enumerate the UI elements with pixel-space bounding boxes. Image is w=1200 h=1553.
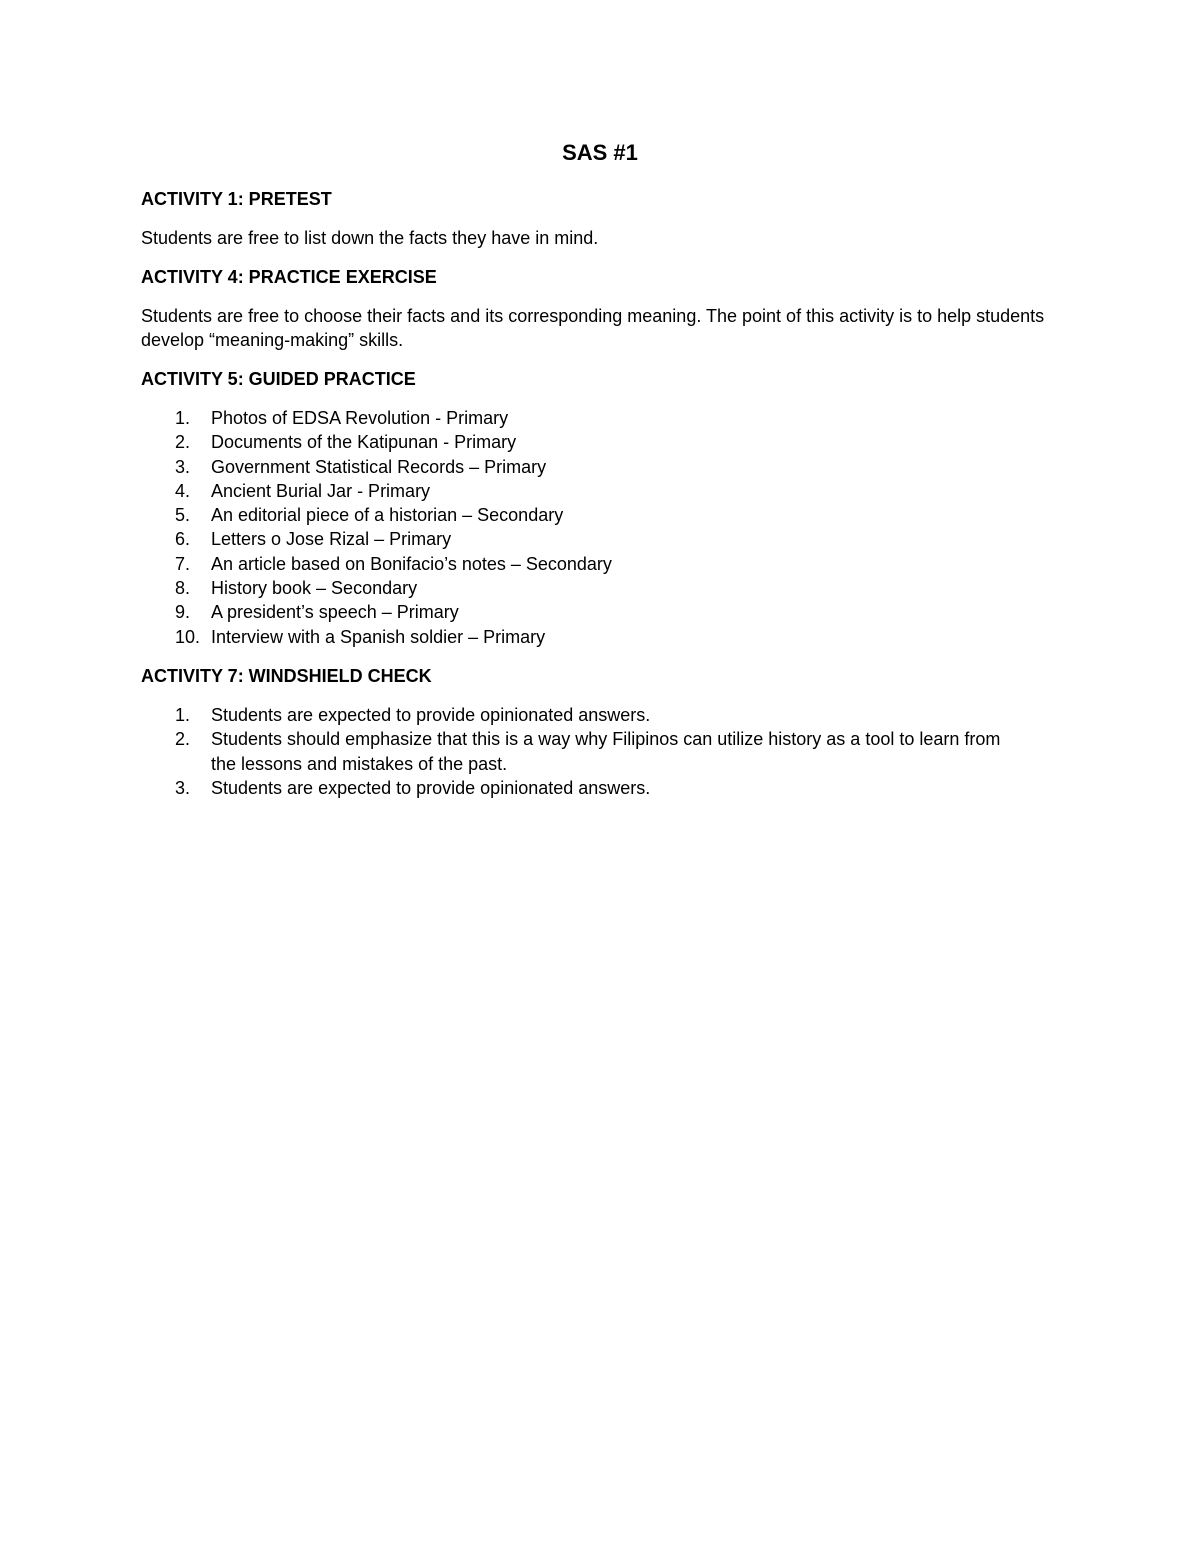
list-number: 2. [175,729,191,750]
guided-practice-list [141,406,1061,649]
section-heading: ACTIVITY 1: PRETEST [141,189,332,209]
list-number: 1. [175,704,191,725]
list-item [141,576,1061,600]
list-number: 6. [175,529,191,550]
list-number: 9. [175,602,191,623]
section-activity-7 [141,665,1061,800]
list-text: Students are expected to provide opinionated answers. [211,777,651,798]
list-item [141,503,1061,527]
section-heading: ACTIVITY 7: WINDSHIELD CHECK [141,665,432,686]
list-number: 1. [175,408,191,428]
document-title: SAS #1 [562,140,638,165]
list-text: Interview with a Spanish soldier – Primary [211,626,546,647]
section-heading: ACTIVITY 5: GUIDED PRACTICE [141,369,416,389]
list-item [141,455,1061,479]
section-activity-5 [141,368,1061,649]
list-item [141,430,1061,454]
list-number: 2. [175,432,191,453]
list-text: Ancient Burial Jar - Primary [211,480,431,501]
section-activity-1 [141,188,1061,250]
list-text: Documents of the Katipunan - Primary [211,432,517,453]
windshield-check-list [141,703,1061,800]
list-number: 5. [175,505,191,526]
list-item [141,527,1061,551]
list-item [141,600,1061,624]
list-number: 8. [175,578,191,599]
list-number: 3. [175,456,191,477]
list-text: An editorial piece of a historian – Secondary [211,505,564,526]
list-item [141,479,1061,503]
section-paragraph: Students are free to choose their facts and its corresponding meaning. The point of this activity is to help students develop “meaning-making” skills. [141,306,1045,350]
list-number: 3. [175,777,191,798]
list-text: Photos of EDSA Revolution - Primary [211,408,509,428]
list-item [141,776,1061,800]
section-activity-4 [141,266,1061,352]
section-heading: ACTIVITY 4: PRACTICE EXERCISE [141,267,437,287]
list-number: 4. [175,480,191,501]
list-text: History book – Secondary [211,578,418,599]
list-item [141,703,1061,727]
list-text: A president’s speech – Primary [211,602,459,623]
list-item [141,406,1061,430]
list-text: An article based on Bonifacio’s notes – Secondary [211,553,612,574]
list-number: 10. [175,626,201,647]
list-text: Students are expected to provide opinionated answers. [211,704,651,725]
list-text: Government Statistical Records – Primary [211,456,547,477]
list-number: 7. [175,553,191,574]
list-text: Letters o Jose Rizal – Primary [211,529,452,550]
list-item [141,727,1011,776]
document-body [141,188,1061,800]
list-item [141,625,1061,649]
list-item [141,552,1061,576]
section-paragraph: Students are free to list down the facts they have in mind. [141,228,599,248]
list-text: Students should emphasize that this is a way why Filipinos can utilize history as a tool to learn from the lessons and mistakes of the past. [211,729,1001,774]
